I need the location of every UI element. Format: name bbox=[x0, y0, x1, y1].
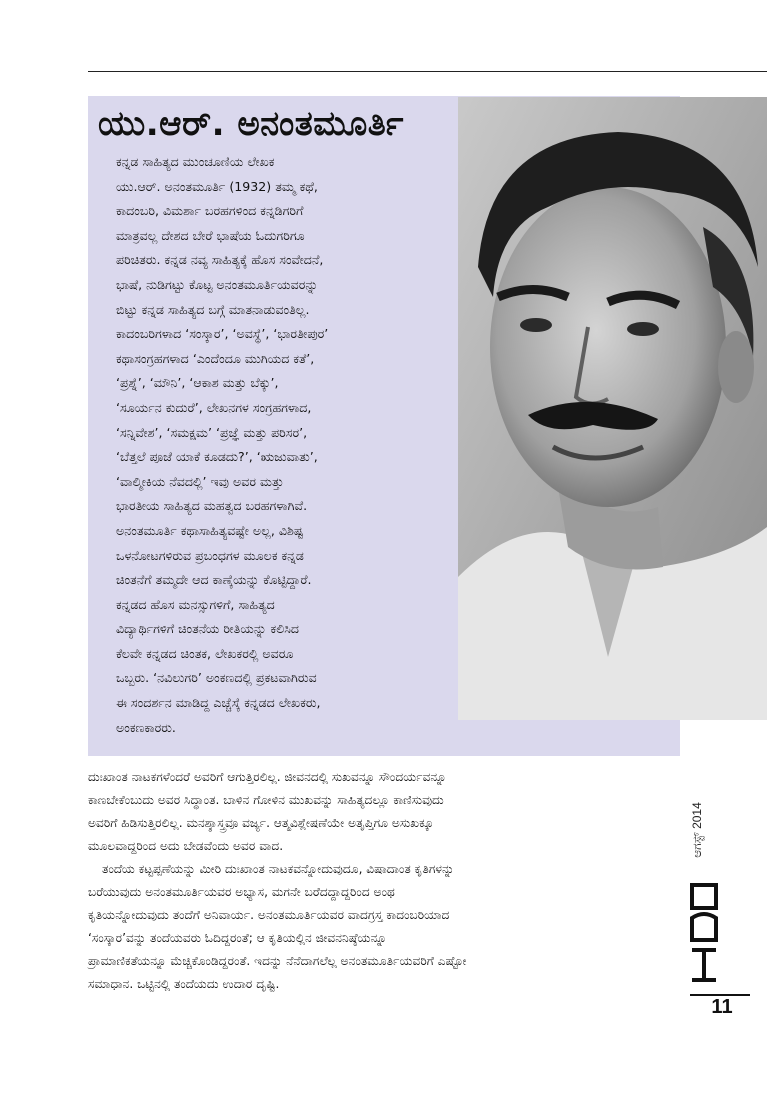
body-line: ಪ್ರಾಮಾಣಿಕತೆಯನ್ನೂ ಮೆಚ್ಚಿಕೊಂಡಿದ್ದರಂತೆ. ಇದನ್ನು ನೆನೆದಾಗಲೆಲ್ಲ ಅನಂತಮೂರ್ತಿಯವರಿಗೆ ಎಷ್ಟೋ bbox=[88, 954, 467, 968]
bio-line: ವಿದ್ಯಾರ್ಥಿಗಳಿಗೆ ಚಿಂತನೆಯ ರೀತಿಯನ್ನು ಕಲಿಸಿದ bbox=[116, 621, 300, 637]
bio-line: ಭಾರತೀಯ ಸಾಹಿತ್ಯದ ಮಹತ್ವದ ಬರಹಗಳಾಗಿವೆ. bbox=[116, 498, 308, 514]
article-body bbox=[88, 766, 680, 996]
bio-line: ಕಾದಂಬರಿಗಳಾದ ‘ಸಂಸ್ಕಾರ’, ‘ಅವಸ್ಥೆ’, ‘ಭಾರತೀಪುರ’ bbox=[116, 326, 329, 342]
bio-line: ಕಾದಂಬರಿ, ವಿಮರ್ಶಾ ಬರಹಗಳಿಂದ ಕನ್ನಡಿಗರಿಗೆ bbox=[116, 203, 304, 219]
bio-line: ಕನ್ನಡದ ಹೊಸ ಮನಸ್ಸುಗಳಿಗೆ, ಸಾಹಿತ್ಯದ bbox=[116, 596, 275, 612]
bio-line: ಯು.ಆರ್. ಅನಂತಮೂರ್ತಿ (1932) ತಮ್ಮ ಕಥೆ, bbox=[116, 178, 318, 194]
bio-line: ಭಾಷೆ, ನುಡಿಗಟ್ಟು ಕೊಟ್ಟ ಅನಂತಮೂರ್ತಿಯವರನ್ನು bbox=[116, 276, 319, 292]
body-line: ಕೃತಿಯನ್ನೋದುವುದು ತಂದೆಗೆ ಅನಿವಾರ್ಯ. ಅನಂತಮೂರ್ತಿಯವರ ವಾದಗ್ರಸ್ತ ಕಾದಂಬರಿಯಾದ bbox=[88, 908, 450, 922]
bio-line: ಕಥಾಸಂಗ್ರಹಗಳಾದ ‘ಎಂದೆಂದೂ ಮುಗಿಯದ ಕತೆ’, bbox=[116, 350, 315, 366]
bio-line: ‘ವಾಲ್ಮೀಕಿಯ ನೆವದಲ್ಲಿ’ ಇವು ಅವರ ಮತ್ತು bbox=[116, 473, 284, 489]
body-line: ‘ಸಂಸ್ಕಾರ’ವನ್ನು ತಂದೆಯವರು ಓದಿದ್ದರಂತೆ; ಆ ಕೃತಿಯಲ್ಲಿನ ಜೀವನನಿಷ್ಠೆಯನ್ನೂ bbox=[88, 931, 387, 945]
bio-line: ಈ ಸಂದರ್ಶನ ಮಾಡಿದ್ದ ಎಚ್ಚೆಸ್ಕೆ ಕನ್ನಡದ ಲೇಖಕರು, bbox=[116, 695, 321, 711]
top-rule bbox=[88, 71, 767, 72]
bio-line: ಒಬ್ಬರು. ‘ನವಿಲುಗರಿ’ ಅಂಕಣದಲ್ಲಿ ಪ್ರಕಟವಾಗಿರುವ bbox=[116, 670, 317, 686]
article-title: ಯು.ಆರ್. ಅನಂತಮೂರ್ತಿ bbox=[98, 104, 404, 144]
body-line: ಸಮಾಧಾನ. ಒಟ್ಟಿನಲ್ಲಿ ತಂದೆಯದು ಉದಾರ ದೃಷ್ಟಿ. bbox=[88, 977, 280, 991]
body-line: ಬರೆಯುವುದು ಅನಂತಮೂರ್ತಿಯವರ ಅಭ್ಯಾಸ, ಮಗನೇ ಬರೆದದ್ದಾದ್ದರಿಂದ ಅಂಥ bbox=[88, 885, 395, 899]
bio-line: ಚಿಂತನೆಗೆ ತಮ್ಮದೇ ಆದ ಕಾಣ್ಕೆಯನ್ನು ಕೊಟ್ಟಿದ್ದಾರೆ. bbox=[116, 572, 312, 588]
bio-line: ಕನ್ನಡ ಸಾಹಿತ್ಯದ ಮುಂಚೂಣಿಯ ಲೇಖಕ bbox=[116, 154, 275, 169]
bio-line: ಅಂಕಣಕಾರರು. bbox=[116, 719, 176, 735]
bio-line: ಪರಿಚಿತರು. ಕನ್ನಡ ನವ್ಯ ಸಾಹಿತ್ಯಕ್ಕೆ ಹೊಸ ಸಂವೇದನೆ, bbox=[116, 252, 324, 268]
mayura-logo-icon bbox=[688, 880, 720, 985]
bio-line: ಒಳನೋಟಗಳಿರುವ ಪ್ರಬಂಧಗಳ ಮೂಲಕ ಕನ್ನಡ bbox=[116, 547, 304, 563]
body-line: ತಂದೆಯ ಕಟ್ಟಪ್ಪಣೆಯನ್ನು ಮೀರಿ ದುಃಖಾಂತ ನಾಟಕವನ್ನೋದುವುದೂ, ವಿಷಾದಾಂತ ಕೃತಿಗಳನ್ನು bbox=[102, 862, 455, 876]
body-line: ಅವರಿಗೆ ಹಿಡಿಸುತ್ತಿರಲಿಲ್ಲ. ಮನಶ್ಶಾಸ್ತ್ರವೂ ವರ್ಜ್ಯ. ಆತ್ಮವಿಶ್ಲೇಷಣೆಯೇ ಅತೃಪ್ತಿಗೂ ಅಸುಖಕ್ಕೂ bbox=[88, 816, 434, 830]
bio-line: ‘ಬೆತ್ತಲೆ ಪೂಜೆ ಯಾಕೆ ಕೂಡದು?’, ‘ಋಜುವಾತು’, bbox=[116, 449, 318, 465]
bio-line: ಕೆಲವೇ ಕನ್ನಡದ ಚಿಂತಕ, ಲೇಖಕರಲ್ಲಿ ಅವರೂ bbox=[116, 645, 294, 661]
bio-line: ಬಿಟ್ಟು ಕನ್ನಡ ಸಾಹಿತ್ಯದ ಬಗ್ಗೆ ಮಾತನಾಡುವಂತಿಲ್ಲ. bbox=[116, 301, 310, 317]
page-number: 11 bbox=[711, 996, 733, 1018]
body-line: ಕಾಣಬೇಕೆಂಬುದು ಅವರ ಸಿದ್ಧಾಂತ. ಬಾಳಿನ ಗೋಳಿನ ಮುಖವನ್ನು ಸಾಹಿತ್ಯದಲ್ಲೂ ಕಾಣಿಸುವುದು bbox=[88, 793, 444, 807]
bio-line: ‘ಪ್ರಶ್ನೆ’, ‘ಮೌನಿ’, ‘ಆಕಾಶ ಮತ್ತು ಬೆಕ್ಕು’, bbox=[116, 375, 279, 391]
bio-line: ಅನಂತಮೂರ್ತಿ ಕಥಾಸಾಹಿತ್ಯವಷ್ಟೇ ಅಲ್ಲ, ವಿಶಿಷ್ಟ bbox=[116, 522, 304, 538]
body-line: ದುಃಖಾಂತ ನಾಟಕಗಳೆಂದರೆ ಅವರಿಗೆ ಆಗುತ್ತಿರಲಿಲ್ಲ. ಜೀವನದಲ್ಲಿ ಸುಖವನ್ನೂ ಸೌಂದರ್ಯವನ್ನೂ bbox=[88, 770, 447, 784]
issue-date: ಆಗಸ್ಟ್ 2014 bbox=[690, 802, 704, 858]
bio-line: ‘ಸೂರ್ಯನ ಕುದುರೆ’, ಲೇಖನಗಳ ಸಂಗ್ರಹಗಳಾದ, bbox=[116, 399, 312, 415]
bio-text bbox=[116, 150, 451, 740]
bio-line: ಮಾತ್ರವಲ್ಲ ದೇಶದ ಬೇರೆ ಭಾಷೆಯ ಓದುಗರಿಗೂ bbox=[116, 227, 305, 243]
portrait-icon bbox=[458, 97, 767, 720]
body-line: ಮೂಲವಾದ್ದರಿಂದ ಅದು ಬೇಡವೆಂದು ಅವರ ವಾದ. bbox=[88, 839, 284, 853]
magazine-logo bbox=[688, 880, 720, 985]
bio-line: ‘ಸನ್ನಿವೇಶ’, ‘ಸಮಕ್ಷಮ’ ‘ಪ್ರಜ್ಞೆ ಮತ್ತು ಪರಿಸರ’, bbox=[116, 424, 308, 440]
author-portrait-photo bbox=[458, 97, 767, 720]
